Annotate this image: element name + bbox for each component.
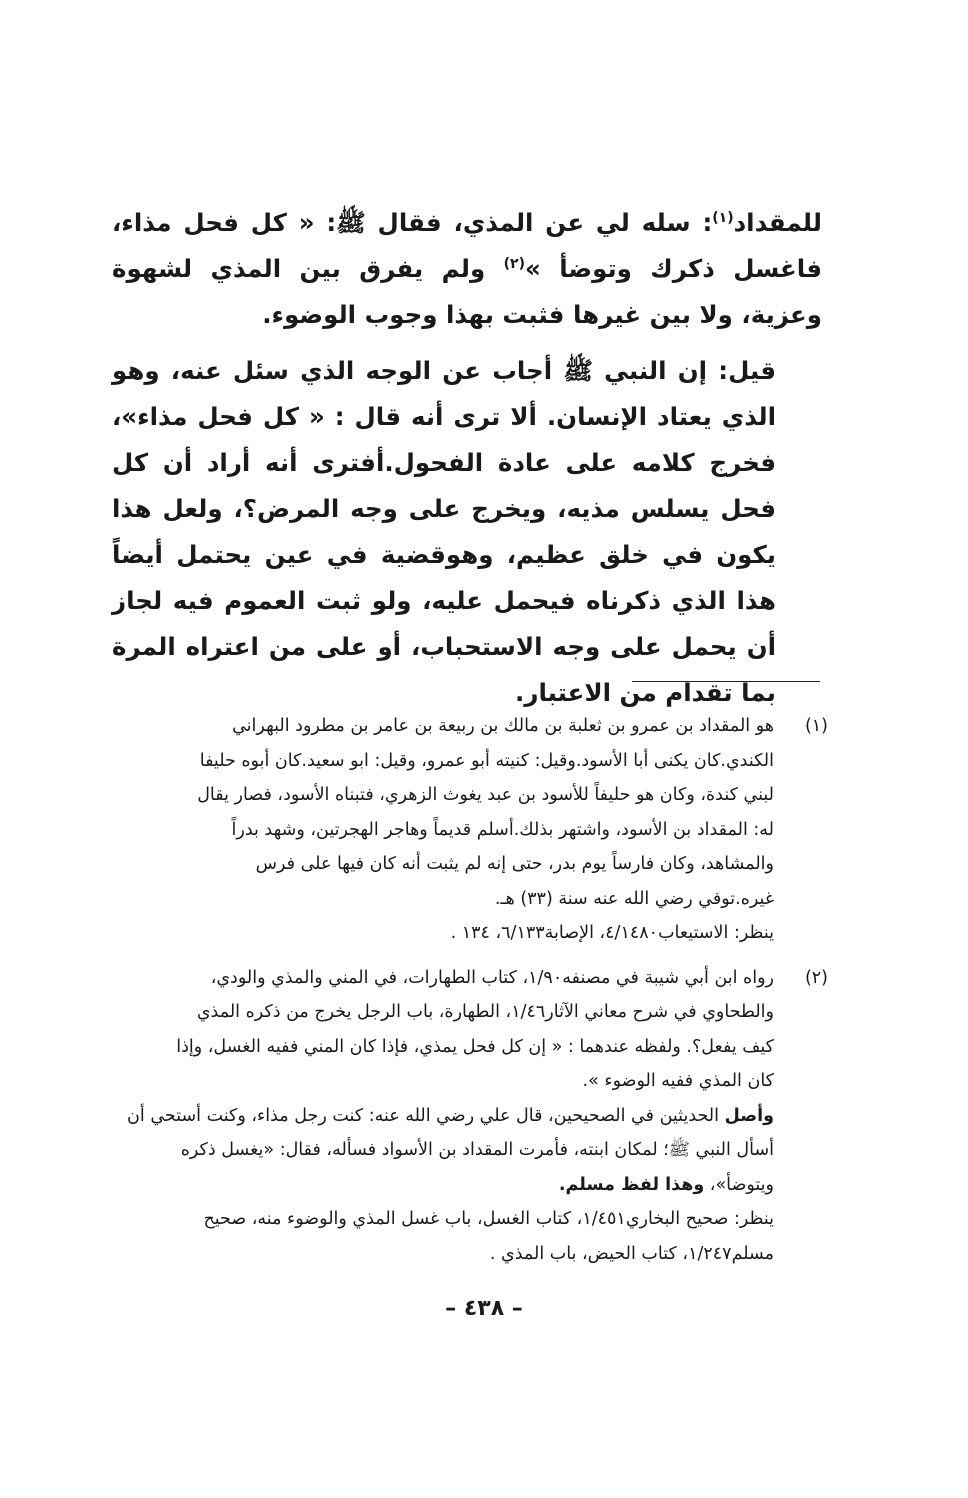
footnote-lead: وأصل (724, 1105, 774, 1126)
footnote-line (112, 1168, 774, 1203)
footnote-line: أسأل النبي ﷺ؛ لمكان ابنته، فأمرت المقداد بن الأسواد فسأله، فقال: «يغسل ذكره (180, 1140, 774, 1160)
footnote-ref-1: (١) (712, 209, 734, 226)
footnote-line: مسلم١/٢٤٧، كتاب الحيض، باب المذي . (489, 1243, 774, 1264)
footnote-number: (١) (804, 716, 828, 736)
main-text (112, 200, 822, 716)
footnote-line: ينظر: صحيح البخاري١/٤٥١، كتاب الغسل، باب غسل المذي والوضوء منه، صحيح (203, 1209, 774, 1229)
text-span: : سله لي عن المذي، فقال ﷺ: « كل فحل مذاء، فاغسل ذكرك وتوضأ » (112, 208, 822, 283)
footnotes (112, 709, 828, 1271)
text-span: ويتوضأ»، (704, 1174, 774, 1195)
footnote-line: والطحاوي في شرح معاني الآثار١/٤٦، الطهارة، باب الرجل يخرج من ذكره المذي (196, 1002, 774, 1022)
footnote-number: (٢) (804, 967, 828, 988)
footnote-1 (112, 709, 828, 951)
paragraph-2 (112, 348, 822, 716)
footnote-emphasis: وهذا لفظ مسلم. (558, 1174, 705, 1195)
footnote-line: لبني كندة، وكان هو حليفاً للأسود بن عبد يغوث الزهري، فتبناه الأسود، فصار يقال (197, 785, 774, 805)
page-number: – ٤٣٨ – (445, 1296, 523, 1321)
footnote-line: كان المذي ففيه الوضوء ». (582, 1071, 774, 1091)
footnote-line (112, 1099, 774, 1134)
footnote-line: كيف يفعل؟. ولفظه عندهما : « إن كل فحل يمذي، فإذا كان المني ففيه الغسل، وإذا (176, 1036, 774, 1057)
footnote-line: هو المقداد بن عمرو بن ثعلبة بن مالك بن ربيعة بن عامر بن مطرود البهراني (232, 716, 774, 736)
text-span: للمقداد (733, 208, 822, 237)
paragraph-lead: قيل: (718, 356, 776, 385)
footnote-separator (632, 681, 820, 682)
text-span: إن النبي ﷺ أجاب عن الوجه الذي سئل عنه، وهو الذي يعتاد الإنسان. ألا ترى أنه قال : « كل فحل مذاء»، فخرج كلامه على عادة الفحول.أفترى أنه أراد أن كل فحل يسلس مذيه، ويخرج على وجه المرض؟، ولعل هذا يكون في خلق عظيم، وهوقضية في عين يحتمل أيضاً هذا الذي ذكرناه فيحمل عليه، ولو ثبت العموم فيه لجاز أن يحمل على وجه الاستحباب، أو على من اعتراه المرة بما تقدام من الاعتبار. (112, 356, 776, 707)
footnote-ref-2: (٢) (503, 255, 525, 272)
text-span: الحديثين في الصحيحين، قال علي رضي الله عنه: كنت رجل مذاء، وكنت أستحي أن (127, 1105, 725, 1126)
footnote-line: له: المقداد بن الأسود، واشتهر بذلك.أسلم قديماً وهاجر الهجرتين، وشهد بدراً (231, 819, 774, 840)
footnote-2 (112, 961, 828, 1272)
text-span: ولم يفرق بين المذي لشهوة وعزية، ولا بين غيرها فثبت بهذا وجوب الوضوء. (112, 254, 822, 329)
footnote-line: والمشاهد، وكان فارساً يوم بدر، حتى إنه لم يثبت أنه كان فيها على فرس (255, 854, 774, 874)
footnote-line: غيره.توفي رضي الله عنه سنة (٣٣) هـ. (494, 888, 774, 909)
paragraph-1 (112, 200, 822, 338)
footnote-line: الكندي.كان يكنى أبا الأسود.وقيل: كنيته أبو عمرو، وقيل: ابو سعيد.كان أبوه حليفا (199, 750, 774, 771)
footnote-line: ينظر: الاستيعاب٤/١٤٨٠، الإصابة٦/١٣٣، ١٣٤ . (450, 923, 774, 943)
footnote-line: رواه ابن أبي شيبة في مصنفه١/٩٠، كتاب الطهارات، في المني والمذي والودي، (210, 967, 774, 988)
